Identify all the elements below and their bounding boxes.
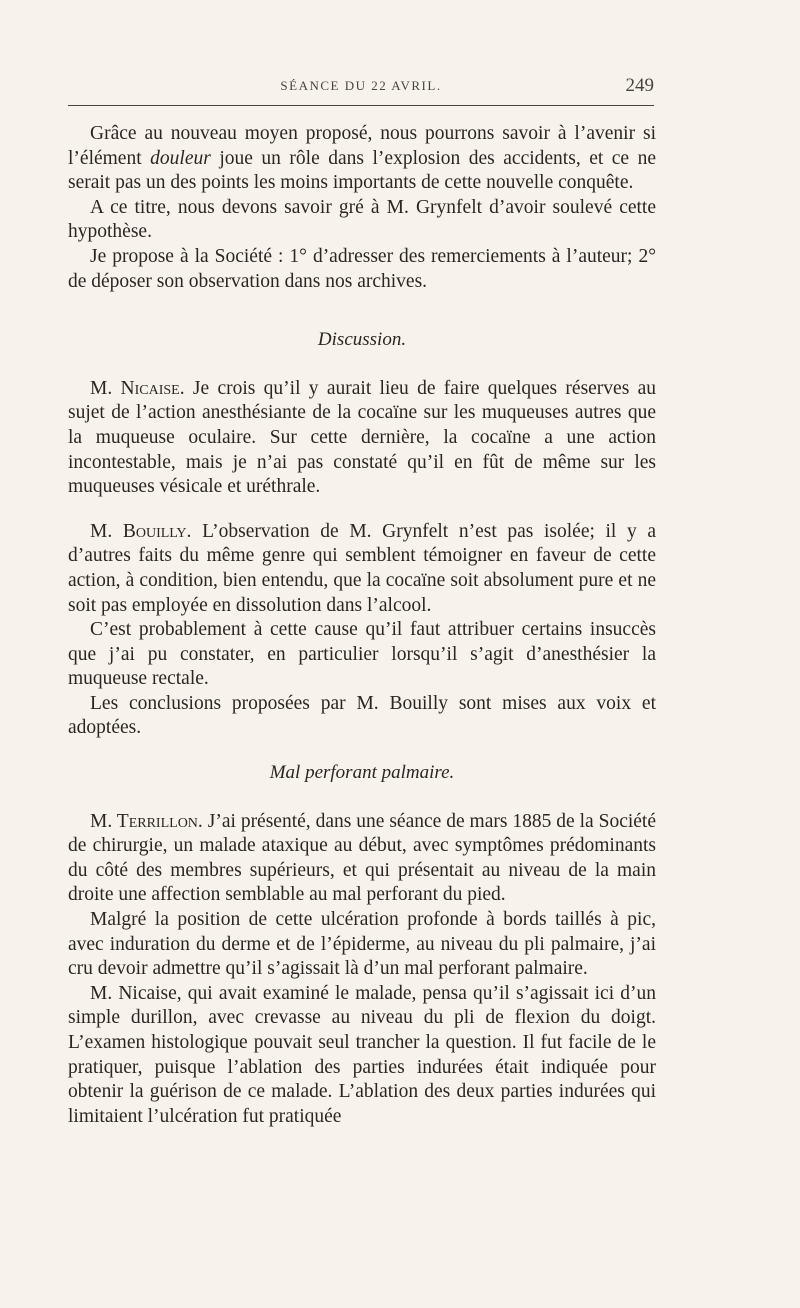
page-header [68, 75, 654, 99]
paragraph-nicaise [68, 377, 656, 500]
italic-term: douleur [150, 147, 211, 169]
header-rule [68, 105, 654, 106]
running-head: SÉANCE DU 22 AVRIL. [280, 78, 442, 93]
paragraph-text: joue un rôle dans l’explosion des accidents, et ce ne serait pas un des points les moins importants de cette nouvelle conquête. [68, 147, 657, 194]
paragraph-nicaise-examen: M. Nicaise, qui avait examiné le malade, pensa qu’il s’agissait ici d’un simple durillon, avec crevasse au niveau du pli de flexion du doigt. L’examen histologique pouvait seul trancher la question. Il fut facile de le pratiquer, puisque l’ablation des parties indurées était indiquée pour obtenir la guérison de ce malade. L’ablation des deux parties indurées qui limitaient l’ulcération fut pratiquée [68, 982, 656, 1127]
paragraph-grynfelt: A ce titre, nous devons savoir gré à M. Grynfelt d’avoir soulevé cette hypothèse. [68, 196, 656, 243]
paragraph-text: Je crois qu’il y aurait lieu de faire quelques réserves au sujet de l’action anesthésiante de la cocaïne sur les muqueuses autres que la muqueuse oculaire. Sur cette dernière, la cocaïne a une action incontestable, mais je n’ai pas constaté qu’il en fût de même sur les muqueuses vésicale et uréthrale. [68, 377, 657, 498]
paragraph-bouilly [68, 520, 656, 618]
spacer [68, 741, 656, 761]
page-number: 249 [625, 75, 654, 96]
paragraph-terrillon [68, 810, 656, 908]
spacer [68, 353, 656, 377]
paragraph-douleur [68, 122, 656, 196]
spacer [68, 786, 656, 810]
section-title-mal-perforant: Mal perforant palmaire. [269, 762, 455, 784]
speaker-name: M. Bouilly. [90, 520, 192, 542]
paragraph-text: J’ai présenté, dans une séance de mars 1885 de la Société de chirurgie, un malade ataxique au début, avec symptômes prédominants du côté des membres supérieurs, et qui présentait au niveau de la main droite une affection semblable au mal perforant du pied. [68, 810, 657, 906]
body-text [68, 122, 656, 1129]
spacer [68, 294, 656, 328]
paragraph-ulceration: Malgré la position de cette ulcération profonde à bords taillés à pic, avec induration du derme et de l’épiderme, au niveau du pli palmaire, j’ai cru devoir admettre qu’il s’agissait là d’un mal perforant palmaire. [68, 909, 656, 980]
paragraph-proposal: Je propose à la Société : 1° d’adresser des remerciements à l’auteur; 2° de déposer son observation dans nos archives. [68, 245, 656, 292]
speaker-name: M. Nicaise. [90, 377, 185, 399]
paragraph-text: Grâce au nouveau moyen proposé, nous pourrons savoir à l’avenir si l’élément [68, 123, 656, 169]
paragraph-conclusion: Les conclusions proposées par M. Bouilly sont mises aux voix et adoptées. [68, 692, 656, 739]
paragraph-bouilly-cause: C’est probablement à cette cause qu’il faut attribuer certains insuccès que j’ai pu constater, en particulier lorsqu’il s’agit d’anesthésier la muqueuse rectale. [68, 619, 656, 690]
speaker-name: M. Terrillon. [90, 810, 203, 832]
spacer [68, 500, 656, 520]
paragraph-text: L’observation de M. Grynfelt n’est pas isolée; il y a d’autres faits du même genre qui semblent témoigner en faveur de cette action, à condition, bien entendu, que la cocaïne soit absolument pure et ne soit pas employée en dissolution dans l’alcool. [68, 520, 657, 616]
section-title-discussion: Discussion. [317, 329, 407, 351]
